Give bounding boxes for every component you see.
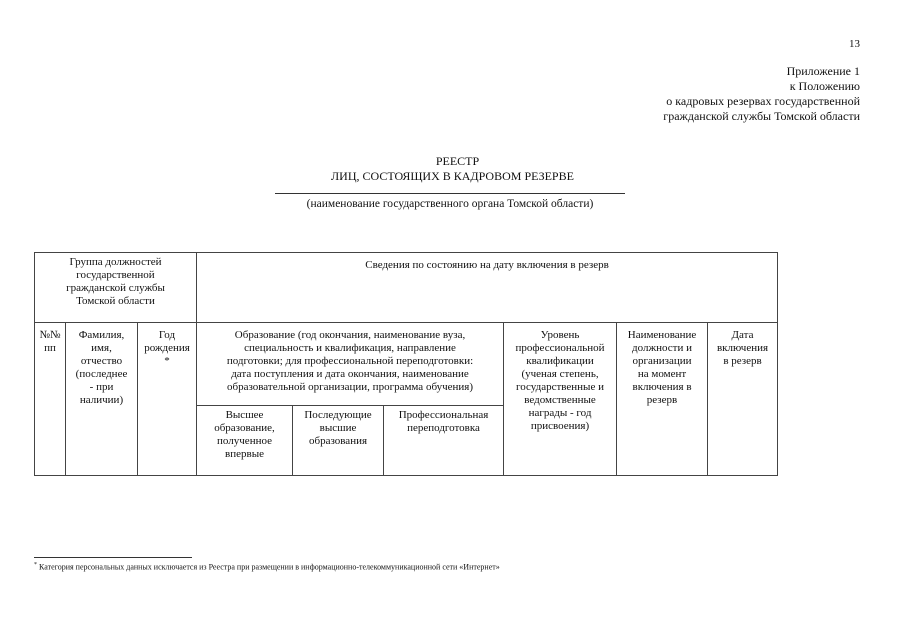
sub-higher-education-header: Высшее образование, полученное впервые	[197, 406, 293, 476]
document-title	[0, 154, 905, 184]
sub-retraining-header: Профессиональная переподготовка	[384, 406, 504, 476]
col-education-header: Образование (год окончания, наименование вуза, специальность и квалификация, направление подготовки; для профессиональной переподготовки: дата поступления и дата окончания, наименование образовательной организации, программа обучения)	[197, 323, 504, 406]
footnote-separator	[34, 557, 192, 558]
group-header-cell: Группа должностей государственной гражданской службы Томской области	[35, 253, 197, 323]
footnote	[34, 562, 500, 572]
title-line-1: РЕЕСТР	[435, 154, 480, 168]
info-header-cell: Сведения по состоянию на дату включения в резерв	[197, 253, 778, 323]
page-number: 13	[849, 38, 860, 50]
col-position-header: Наименование должности и организации на момент включения в резерв	[617, 323, 708, 476]
footnote-text: Категория персональных данных исключается из Реестра при размещении в информационно-телекоммуникационной сети «Интернет»	[39, 562, 500, 572]
appendix-line: Приложение 1	[786, 64, 860, 78]
col-number-header: №№ пп	[35, 323, 66, 476]
registry-table	[34, 252, 778, 476]
appendix-block	[560, 64, 860, 124]
org-name-caption: (наименование государственного органа Томской области)	[306, 198, 594, 210]
col-birth-year-header: Год рождения *	[138, 323, 197, 476]
col-prof-level-header: Уровень профессиональной квалификации (ученая степень, государственные и ведомственные награды - год присвоения)	[504, 323, 617, 476]
col-name-header: Фамилия, имя, отчество (последнее - при наличии)	[66, 323, 138, 476]
appendix-line: к Положению	[789, 79, 860, 93]
appendix-line: гражданской службы Томской области	[663, 109, 860, 123]
appendix-line: о кадровых резервах государственной	[666, 94, 860, 108]
org-name-blank-line	[275, 193, 625, 194]
footnote-mark: *	[34, 562, 37, 568]
col-date-header: Дата включения в резерв	[708, 323, 778, 476]
title-line-2: ЛИЦ, СОСТОЯЩИХ В КАДРОВОМ РЕЗЕРВЕ	[331, 169, 574, 183]
sub-subsequent-education-header: Последующие высшие образования	[293, 406, 384, 476]
